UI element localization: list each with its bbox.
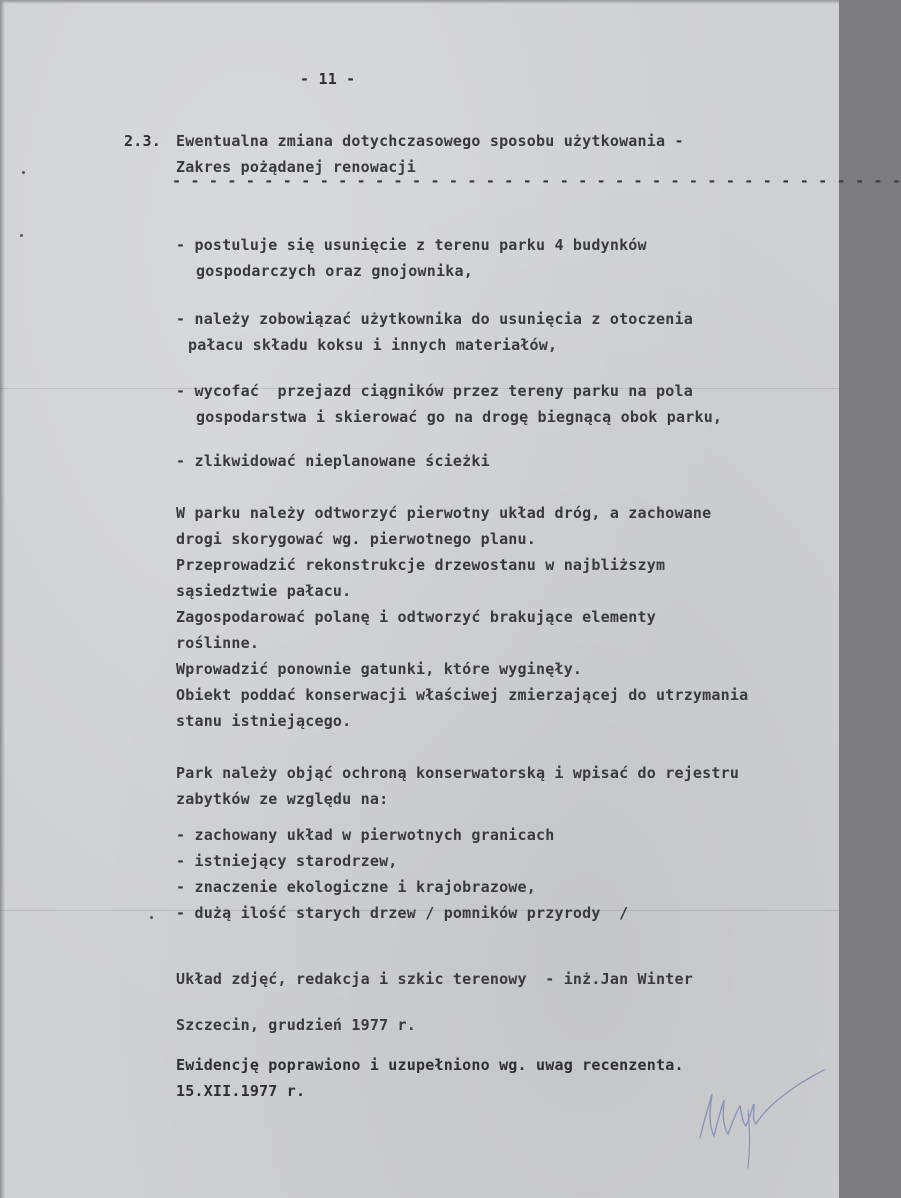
recommendation-line-5: Zagospodarować polanę i odtworzyć brakujące elementy: [176, 608, 656, 626]
postulate-2-line2: pałacu składu koksu i innych materiałów,: [188, 336, 558, 354]
protection-intro-line2: zabytków ze względu na:: [176, 790, 389, 808]
protection-reason-1: - zachowany układ w pierwotnych granicach: [176, 826, 555, 844]
handwritten-signature: [690, 1050, 830, 1170]
protection-reason-3: - znaczenie ekologiczne i krajobrazowe,: [176, 878, 536, 896]
correction-note-date: 15.XII.1977 r.: [176, 1082, 306, 1100]
recommendation-line-8: Obiekt poddać konserwacji właściwej zmierzającej do utrzymania: [176, 686, 749, 704]
postulate-4-line1: - zlikwidować nieplanowane ścieżki: [176, 452, 490, 470]
recommendation-line-3: Przeprowadzić rekonstrukcje drzewostanu w najbliższym: [176, 556, 666, 574]
recommendation-line-1: W parku należy odtworzyć pierwotny układ dróg, a zachowane: [176, 504, 712, 522]
protection-reason-2: - istniejący starodrzew,: [176, 852, 398, 870]
recommendation-line-2: drogi skorygować wg. pierwotnego planu.: [176, 530, 536, 548]
place-date-line: Szczecin, grudzień 1977 r.: [176, 1016, 416, 1034]
recommendation-line-4: sąsiedztwie pałacu.: [176, 582, 352, 600]
paper-speck: [22, 171, 25, 174]
paper-speck: [20, 234, 23, 237]
protection-intro-line1: Park należy objąć ochroną konserwatorską i wpisać do rejestru: [176, 764, 740, 782]
postulate-3-line1: - wycofać przejazd ciągników przez tereny parku na pola: [176, 382, 693, 400]
correction-note-line1: Ewidencję poprawiono i uzupełniono wg. uwag recenzenta.: [176, 1056, 684, 1074]
section-title-line1: Ewentualna zmiana dotychczasowego sposobu użytkowania -: [176, 132, 684, 150]
paper-speck: [150, 916, 153, 919]
authorship-line: Układ zdjęć, redakcja i szkic terenowy - inż.Jan Winter: [176, 970, 693, 988]
page-left-edge-shadow: [0, 0, 5, 1198]
recommendation-line-7: Wprowadzić ponownie gatunki, które wyginęły.: [176, 660, 583, 678]
postulate-3-line2: gospodarstwa i skierować go na drogę biegnącą obok parku,: [196, 408, 723, 426]
recommendation-line-6: roślinne.: [176, 634, 260, 652]
postulate-1-line1: - postuluje się usunięcie z terenu parku 4 budynków: [176, 236, 647, 254]
page-number: - 11 -: [300, 70, 356, 88]
protection-reason-4: - dużą ilość starych drzew / pomników przyrody /: [176, 904, 629, 922]
postulate-2-line1: - należy zobowiązać użytkownika do usunięcia z otoczenia: [176, 310, 693, 328]
page-top-edge-shadow: [0, 0, 839, 4]
postulate-1-line2: gospodarczych oraz gnojownika,: [196, 262, 473, 280]
recommendation-line-9: stanu istniejącego.: [176, 712, 352, 730]
section-number: 2.3.: [124, 132, 161, 150]
section-title-underline: - - - - - - - - - - - - - - - - - - - - - - - - - - - - - - - - - - - - - - - -: [172, 172, 901, 190]
section-title-line2: Zakres pożądanej renowacji: [176, 158, 416, 176]
